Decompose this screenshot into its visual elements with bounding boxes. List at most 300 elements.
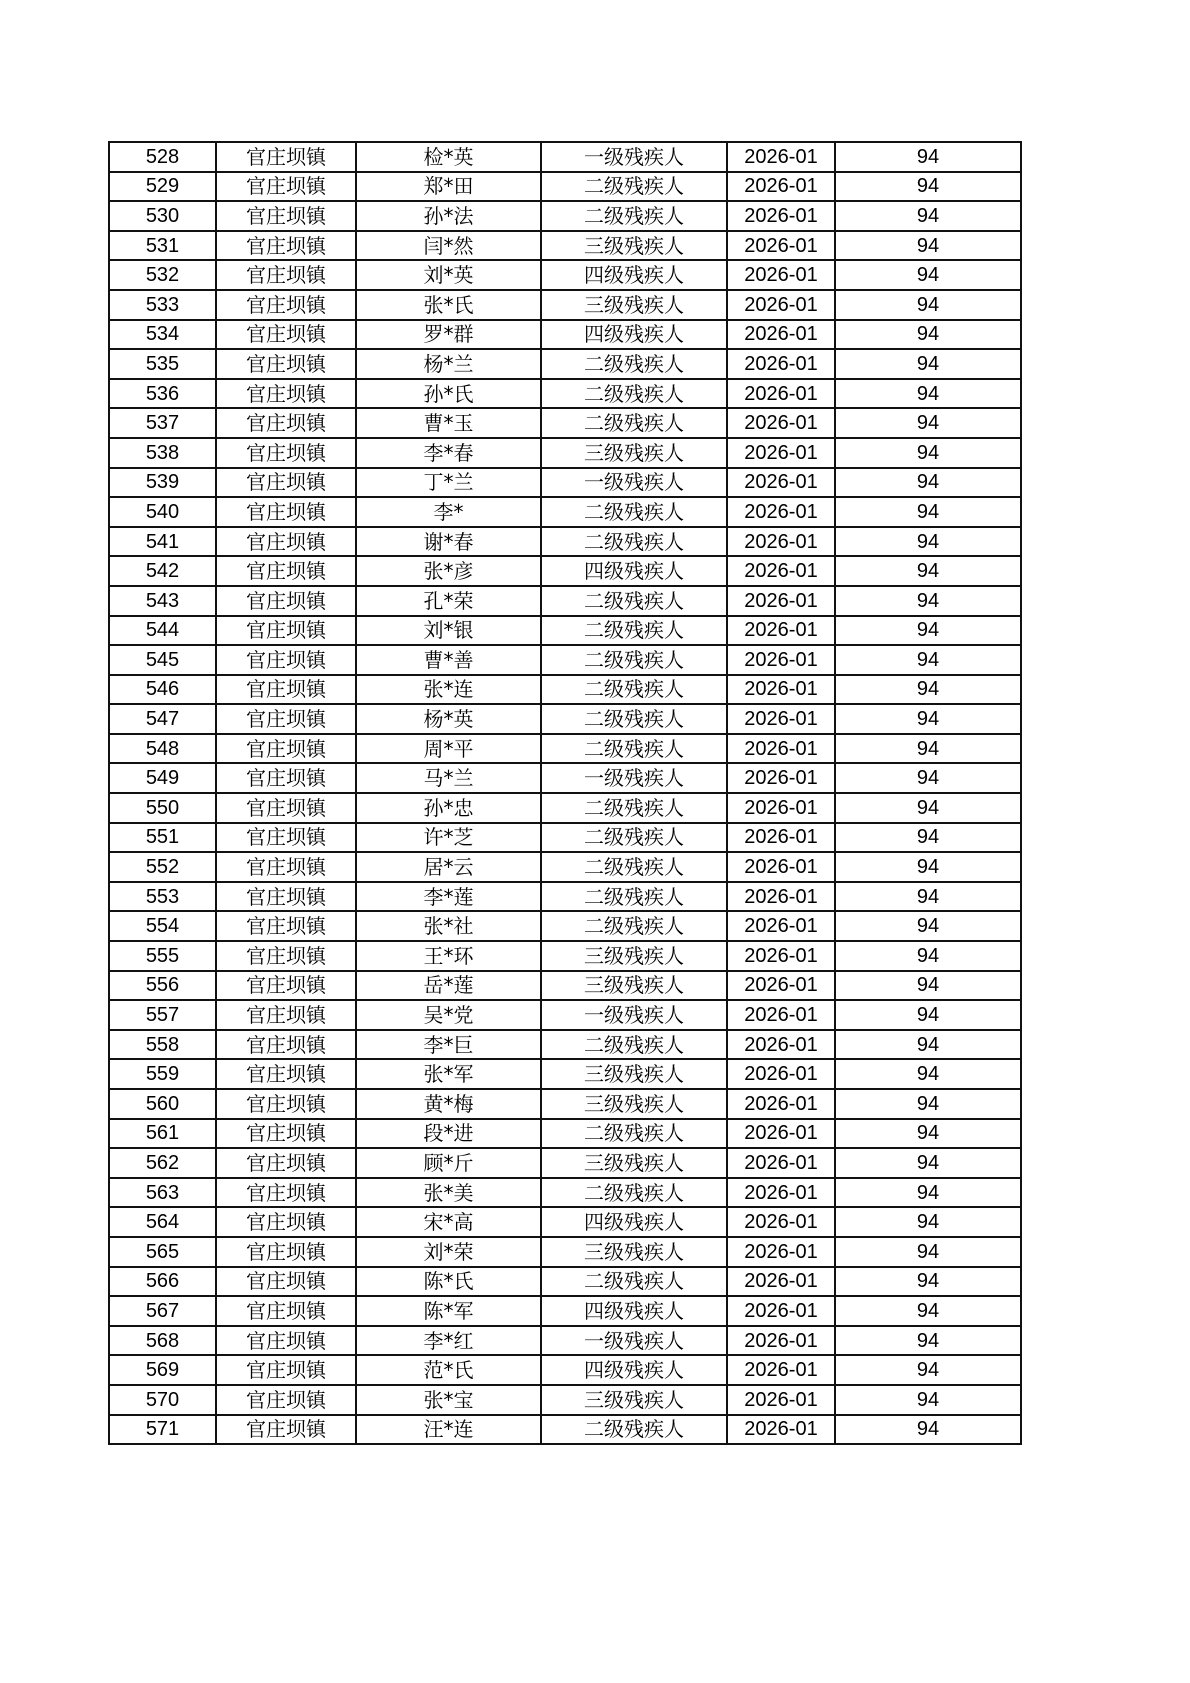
cell-person-name: 曹*玉: [356, 408, 541, 438]
cell-town: 官庄坝镇: [216, 556, 356, 586]
table-row: [109, 971, 1021, 1001]
table-row: [109, 408, 1021, 438]
cell-month: 2026-01: [727, 645, 835, 675]
cell-person-name: 张*彦: [356, 556, 541, 586]
cell-serial-number: 568: [109, 1326, 216, 1356]
cell-serial-number: 545: [109, 645, 216, 675]
cell-month: 2026-01: [727, 497, 835, 527]
cell-serial-number: 562: [109, 1148, 216, 1178]
cell-month: 2026-01: [727, 941, 835, 971]
cell-amount: 94: [835, 971, 1021, 1001]
cell-amount: 94: [835, 1267, 1021, 1297]
cell-disability-level: 二级残疾人: [541, 882, 727, 912]
table-row: [109, 497, 1021, 527]
cell-disability-level: 二级残疾人: [541, 586, 727, 616]
cell-town: 官庄坝镇: [216, 823, 356, 853]
cell-disability-level: 二级残疾人: [541, 497, 727, 527]
cell-town: 官庄坝镇: [216, 1178, 356, 1208]
cell-month: 2026-01: [727, 1415, 835, 1445]
cell-month: 2026-01: [727, 142, 835, 172]
cell-person-name: 刘*英: [356, 260, 541, 290]
cell-town: 官庄坝镇: [216, 408, 356, 438]
cell-amount: 94: [835, 1059, 1021, 1089]
cell-disability-level: 四级残疾人: [541, 260, 727, 290]
cell-serial-number: 569: [109, 1355, 216, 1385]
cell-month: 2026-01: [727, 793, 835, 823]
table-row: [109, 704, 1021, 734]
cell-person-name: 郑*田: [356, 172, 541, 202]
table-row: [109, 793, 1021, 823]
cell-town: 官庄坝镇: [216, 142, 356, 172]
cell-town: 官庄坝镇: [216, 1267, 356, 1297]
table-row: [109, 675, 1021, 705]
cell-disability-level: 二级残疾人: [541, 1178, 727, 1208]
cell-amount: 94: [835, 527, 1021, 557]
cell-month: 2026-01: [727, 823, 835, 853]
cell-town: 官庄坝镇: [216, 1385, 356, 1415]
cell-serial-number: 565: [109, 1237, 216, 1267]
table-row: [109, 320, 1021, 350]
cell-person-name: 宋*高: [356, 1207, 541, 1237]
cell-disability-level: 一级残疾人: [541, 1000, 727, 1030]
table-row: [109, 1385, 1021, 1415]
cell-serial-number: 528: [109, 142, 216, 172]
table-row: [109, 1355, 1021, 1385]
cell-serial-number: 530: [109, 201, 216, 231]
cell-disability-level: 二级残疾人: [541, 172, 727, 202]
table-row: [109, 172, 1021, 202]
cell-person-name: 曹*善: [356, 645, 541, 675]
cell-person-name: 陈*军: [356, 1296, 541, 1326]
cell-serial-number: 548: [109, 734, 216, 764]
cell-disability-level: 二级残疾人: [541, 704, 727, 734]
cell-amount: 94: [835, 231, 1021, 261]
cell-amount: 94: [835, 852, 1021, 882]
cell-serial-number: 556: [109, 971, 216, 1001]
cell-amount: 94: [835, 675, 1021, 705]
cell-serial-number: 558: [109, 1030, 216, 1060]
cell-amount: 94: [835, 1000, 1021, 1030]
cell-town: 官庄坝镇: [216, 675, 356, 705]
cell-month: 2026-01: [727, 1148, 835, 1178]
table-row: [109, 1237, 1021, 1267]
cell-disability-level: 二级残疾人: [541, 793, 727, 823]
cell-month: 2026-01: [727, 586, 835, 616]
cell-disability-level: 二级残疾人: [541, 1119, 727, 1149]
cell-town: 官庄坝镇: [216, 497, 356, 527]
cell-disability-level: 一级残疾人: [541, 763, 727, 793]
cell-amount: 94: [835, 1148, 1021, 1178]
cell-disability-level: 一级残疾人: [541, 142, 727, 172]
cell-disability-level: 三级残疾人: [541, 1385, 727, 1415]
table-row: [109, 1089, 1021, 1119]
cell-amount: 94: [835, 408, 1021, 438]
cell-amount: 94: [835, 941, 1021, 971]
cell-disability-level: 三级残疾人: [541, 438, 727, 468]
cell-town: 官庄坝镇: [216, 1355, 356, 1385]
table-row: [109, 823, 1021, 853]
cell-disability-level: 二级残疾人: [541, 1415, 727, 1445]
table-row: [109, 231, 1021, 261]
cell-month: 2026-01: [727, 1059, 835, 1089]
cell-month: 2026-01: [727, 971, 835, 1001]
cell-amount: 94: [835, 704, 1021, 734]
cell-amount: 94: [835, 379, 1021, 409]
cell-month: 2026-01: [727, 379, 835, 409]
cell-serial-number: 529: [109, 172, 216, 202]
cell-amount: 94: [835, 882, 1021, 912]
cell-amount: 94: [835, 1415, 1021, 1445]
cell-amount: 94: [835, 1178, 1021, 1208]
cell-disability-level: 二级残疾人: [541, 527, 727, 557]
cell-town: 官庄坝镇: [216, 616, 356, 646]
cell-person-name: 张*美: [356, 1178, 541, 1208]
cell-person-name: 黄*梅: [356, 1089, 541, 1119]
cell-amount: 94: [835, 1119, 1021, 1149]
table-row: [109, 1000, 1021, 1030]
cell-serial-number: 571: [109, 1415, 216, 1445]
cell-month: 2026-01: [727, 1000, 835, 1030]
cell-disability-level: 三级残疾人: [541, 290, 727, 320]
table-row: [109, 1030, 1021, 1060]
cell-disability-level: 二级残疾人: [541, 823, 727, 853]
cell-person-name: 陈*氏: [356, 1267, 541, 1297]
cell-town: 官庄坝镇: [216, 704, 356, 734]
cell-amount: 94: [835, 201, 1021, 231]
cell-person-name: 刘*荣: [356, 1237, 541, 1267]
cell-person-name: 居*云: [356, 852, 541, 882]
cell-person-name: 范*氏: [356, 1355, 541, 1385]
cell-town: 官庄坝镇: [216, 438, 356, 468]
cell-person-name: 罗*群: [356, 320, 541, 350]
cell-disability-level: 四级残疾人: [541, 1296, 727, 1326]
table-row: [109, 882, 1021, 912]
table-row: [109, 852, 1021, 882]
cell-month: 2026-01: [727, 556, 835, 586]
cell-month: 2026-01: [727, 1326, 835, 1356]
cell-disability-level: 三级残疾人: [541, 1237, 727, 1267]
cell-disability-level: 二级残疾人: [541, 675, 727, 705]
cell-disability-level: 二级残疾人: [541, 852, 727, 882]
cell-month: 2026-01: [727, 1178, 835, 1208]
cell-serial-number: 533: [109, 290, 216, 320]
cell-disability-level: 一级残疾人: [541, 1326, 727, 1356]
cell-month: 2026-01: [727, 1267, 835, 1297]
cell-amount: 94: [835, 586, 1021, 616]
cell-disability-level: 二级残疾人: [541, 408, 727, 438]
cell-person-name: 顾*斤: [356, 1148, 541, 1178]
cell-month: 2026-01: [727, 468, 835, 498]
cell-person-name: 吴*党: [356, 1000, 541, 1030]
cell-person-name: 李*莲: [356, 882, 541, 912]
cell-month: 2026-01: [727, 1296, 835, 1326]
cell-month: 2026-01: [727, 172, 835, 202]
cell-serial-number: 559: [109, 1059, 216, 1089]
cell-amount: 94: [835, 734, 1021, 764]
cell-month: 2026-01: [727, 408, 835, 438]
table-row: [109, 734, 1021, 764]
table-row: [109, 1296, 1021, 1326]
cell-amount: 94: [835, 438, 1021, 468]
cell-month: 2026-01: [727, 260, 835, 290]
cell-town: 官庄坝镇: [216, 290, 356, 320]
cell-disability-level: 四级残疾人: [541, 1355, 727, 1385]
cell-serial-number: 566: [109, 1267, 216, 1297]
table-row: [109, 1267, 1021, 1297]
cell-serial-number: 541: [109, 527, 216, 557]
cell-month: 2026-01: [727, 290, 835, 320]
cell-month: 2026-01: [727, 1355, 835, 1385]
cell-town: 官庄坝镇: [216, 793, 356, 823]
cell-amount: 94: [835, 763, 1021, 793]
cell-person-name: 张*社: [356, 911, 541, 941]
cell-town: 官庄坝镇: [216, 468, 356, 498]
cell-month: 2026-01: [727, 438, 835, 468]
cell-amount: 94: [835, 556, 1021, 586]
cell-town: 官庄坝镇: [216, 1000, 356, 1030]
cell-disability-level: 三级残疾人: [541, 1089, 727, 1119]
cell-person-name: 李*春: [356, 438, 541, 468]
cell-serial-number: 561: [109, 1119, 216, 1149]
cell-town: 官庄坝镇: [216, 882, 356, 912]
cell-town: 官庄坝镇: [216, 1415, 356, 1445]
table-row: [109, 586, 1021, 616]
cell-month: 2026-01: [727, 231, 835, 261]
cell-month: 2026-01: [727, 201, 835, 231]
cell-month: 2026-01: [727, 1089, 835, 1119]
cell-person-name: 检*英: [356, 142, 541, 172]
cell-town: 官庄坝镇: [216, 852, 356, 882]
cell-amount: 94: [835, 823, 1021, 853]
cell-amount: 94: [835, 468, 1021, 498]
cell-town: 官庄坝镇: [216, 1030, 356, 1060]
cell-town: 官庄坝镇: [216, 911, 356, 941]
table-row: [109, 556, 1021, 586]
cell-person-name: 张*连: [356, 675, 541, 705]
cell-serial-number: 552: [109, 852, 216, 882]
cell-amount: 94: [835, 260, 1021, 290]
cell-disability-level: 四级残疾人: [541, 320, 727, 350]
cell-person-name: 王*环: [356, 941, 541, 971]
cell-town: 官庄坝镇: [216, 231, 356, 261]
cell-disability-level: 三级残疾人: [541, 1059, 727, 1089]
cell-serial-number: 553: [109, 882, 216, 912]
cell-amount: 94: [835, 172, 1021, 202]
cell-town: 官庄坝镇: [216, 1326, 356, 1356]
cell-amount: 94: [835, 645, 1021, 675]
cell-person-name: 张*氏: [356, 290, 541, 320]
cell-serial-number: 542: [109, 556, 216, 586]
roster-table-body: [109, 142, 1021, 1444]
cell-serial-number: 550: [109, 793, 216, 823]
cell-town: 官庄坝镇: [216, 1148, 356, 1178]
cell-amount: 94: [835, 616, 1021, 646]
cell-town: 官庄坝镇: [216, 260, 356, 290]
cell-month: 2026-01: [727, 704, 835, 734]
cell-serial-number: 547: [109, 704, 216, 734]
cell-serial-number: 564: [109, 1207, 216, 1237]
table-row: [109, 911, 1021, 941]
cell-amount: 94: [835, 1355, 1021, 1385]
cell-person-name: 孙*法: [356, 201, 541, 231]
cell-town: 官庄坝镇: [216, 734, 356, 764]
table-row: [109, 527, 1021, 557]
table-row: [109, 941, 1021, 971]
cell-disability-level: 三级残疾人: [541, 231, 727, 261]
cell-disability-level: 二级残疾人: [541, 645, 727, 675]
cell-disability-level: 二级残疾人: [541, 201, 727, 231]
cell-person-name: 汪*连: [356, 1415, 541, 1445]
table-row: [109, 142, 1021, 172]
table-row: [109, 379, 1021, 409]
cell-month: 2026-01: [727, 1237, 835, 1267]
cell-month: 2026-01: [727, 349, 835, 379]
cell-town: 官庄坝镇: [216, 645, 356, 675]
cell-disability-level: 三级残疾人: [541, 971, 727, 1001]
cell-month: 2026-01: [727, 527, 835, 557]
cell-person-name: 段*进: [356, 1119, 541, 1149]
table-row: [109, 1326, 1021, 1356]
table-row: [109, 1119, 1021, 1149]
cell-serial-number: 535: [109, 349, 216, 379]
cell-town: 官庄坝镇: [216, 1059, 356, 1089]
cell-town: 官庄坝镇: [216, 320, 356, 350]
cell-person-name: 张*宝: [356, 1385, 541, 1415]
cell-month: 2026-01: [727, 1030, 835, 1060]
table-row: [109, 616, 1021, 646]
cell-amount: 94: [835, 1089, 1021, 1119]
cell-amount: 94: [835, 1296, 1021, 1326]
cell-serial-number: 554: [109, 911, 216, 941]
cell-serial-number: 549: [109, 763, 216, 793]
cell-serial-number: 551: [109, 823, 216, 853]
cell-person-name: 张*军: [356, 1059, 541, 1089]
cell-person-name: 孙*忠: [356, 793, 541, 823]
cell-month: 2026-01: [727, 1119, 835, 1149]
cell-serial-number: 567: [109, 1296, 216, 1326]
cell-serial-number: 560: [109, 1089, 216, 1119]
table-row: [109, 1207, 1021, 1237]
table-row: [109, 438, 1021, 468]
cell-serial-number: 546: [109, 675, 216, 705]
cell-town: 官庄坝镇: [216, 527, 356, 557]
cell-amount: 94: [835, 1030, 1021, 1060]
cell-person-name: 孙*氏: [356, 379, 541, 409]
cell-month: 2026-01: [727, 616, 835, 646]
cell-person-name: 丁*兰: [356, 468, 541, 498]
cell-serial-number: 536: [109, 379, 216, 409]
cell-month: 2026-01: [727, 1385, 835, 1415]
cell-month: 2026-01: [727, 911, 835, 941]
cell-town: 官庄坝镇: [216, 1119, 356, 1149]
cell-amount: 94: [835, 1207, 1021, 1237]
table-row: [109, 1415, 1021, 1445]
cell-disability-level: 二级残疾人: [541, 379, 727, 409]
cell-serial-number: 563: [109, 1178, 216, 1208]
cell-disability-level: 二级残疾人: [541, 1030, 727, 1060]
cell-person-name: 孔*荣: [356, 586, 541, 616]
cell-amount: 94: [835, 911, 1021, 941]
cell-disability-level: 二级残疾人: [541, 911, 727, 941]
table-row: [109, 645, 1021, 675]
table-row: [109, 1148, 1021, 1178]
cell-serial-number: 540: [109, 497, 216, 527]
table-row: [109, 260, 1021, 290]
cell-person-name: 李*巨: [356, 1030, 541, 1060]
cell-town: 官庄坝镇: [216, 201, 356, 231]
cell-disability-level: 三级残疾人: [541, 941, 727, 971]
cell-person-name: 刘*银: [356, 616, 541, 646]
cell-month: 2026-01: [727, 675, 835, 705]
cell-month: 2026-01: [727, 882, 835, 912]
cell-disability-level: 二级残疾人: [541, 1267, 727, 1297]
cell-amount: 94: [835, 290, 1021, 320]
cell-town: 官庄坝镇: [216, 1237, 356, 1267]
cell-person-name: 李*红: [356, 1326, 541, 1356]
subsidy-roster-table: [108, 141, 1022, 1445]
cell-serial-number: 557: [109, 1000, 216, 1030]
cell-serial-number: 543: [109, 586, 216, 616]
cell-disability-level: 四级残疾人: [541, 556, 727, 586]
cell-serial-number: 570: [109, 1385, 216, 1415]
cell-serial-number: 537: [109, 408, 216, 438]
cell-person-name: 杨*英: [356, 704, 541, 734]
cell-amount: 94: [835, 1237, 1021, 1267]
cell-town: 官庄坝镇: [216, 172, 356, 202]
cell-serial-number: 539: [109, 468, 216, 498]
cell-serial-number: 534: [109, 320, 216, 350]
cell-amount: 94: [835, 320, 1021, 350]
cell-town: 官庄坝镇: [216, 763, 356, 793]
cell-amount: 94: [835, 1385, 1021, 1415]
cell-town: 官庄坝镇: [216, 349, 356, 379]
cell-month: 2026-01: [727, 320, 835, 350]
table-row: [109, 1059, 1021, 1089]
cell-disability-level: 二级残疾人: [541, 349, 727, 379]
cell-person-name: 谢*春: [356, 527, 541, 557]
cell-month: 2026-01: [727, 1207, 835, 1237]
cell-town: 官庄坝镇: [216, 1207, 356, 1237]
cell-serial-number: 544: [109, 616, 216, 646]
cell-town: 官庄坝镇: [216, 586, 356, 616]
cell-amount: 94: [835, 349, 1021, 379]
cell-serial-number: 538: [109, 438, 216, 468]
table-row: [109, 763, 1021, 793]
cell-town: 官庄坝镇: [216, 1296, 356, 1326]
cell-person-name: 闫*然: [356, 231, 541, 261]
cell-month: 2026-01: [727, 852, 835, 882]
table-row: [109, 1178, 1021, 1208]
cell-person-name: 杨*兰: [356, 349, 541, 379]
table-row: [109, 290, 1021, 320]
cell-amount: 94: [835, 793, 1021, 823]
cell-town: 官庄坝镇: [216, 379, 356, 409]
cell-person-name: 马*兰: [356, 763, 541, 793]
cell-disability-level: 一级残疾人: [541, 468, 727, 498]
cell-disability-level: 三级残疾人: [541, 1148, 727, 1178]
cell-disability-level: 二级残疾人: [541, 734, 727, 764]
cell-amount: 94: [835, 497, 1021, 527]
table-row: [109, 201, 1021, 231]
cell-person-name: 许*芝: [356, 823, 541, 853]
table-row: [109, 349, 1021, 379]
cell-serial-number: 531: [109, 231, 216, 261]
cell-town: 官庄坝镇: [216, 941, 356, 971]
cell-serial-number: 532: [109, 260, 216, 290]
cell-serial-number: 555: [109, 941, 216, 971]
cell-month: 2026-01: [727, 734, 835, 764]
cell-disability-level: 二级残疾人: [541, 616, 727, 646]
